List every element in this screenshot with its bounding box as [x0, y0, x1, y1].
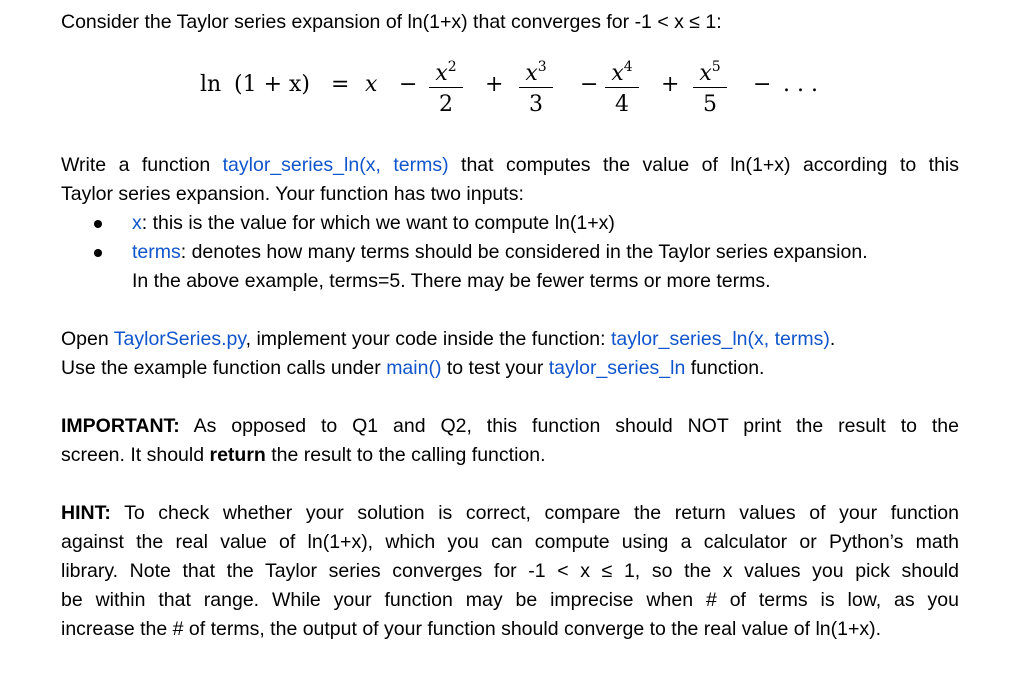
eq-equals: = — [331, 72, 350, 97]
eq-term-5-base: x — [699, 61, 712, 86]
eq-term-4 — [605, 54, 639, 124]
eq-term-2-den: 2 — [439, 92, 453, 117]
bullet-item-terms-cont: In the above example, terms=5. There may be fewer terms or more terms. — [132, 270, 771, 292]
eq-lhs-arg: (1 + x) — [234, 72, 310, 97]
return-word: return — [209, 444, 266, 466]
eq-term-4-base: x — [611, 61, 624, 86]
eq-term-5-den: 5 — [703, 92, 717, 117]
task-line-2: Taylor series expansion. Your function has two inputs: — [61, 183, 524, 205]
eq-op-4: + — [661, 72, 680, 97]
hint-line-1: HINT: To check whether your solution is correct, compare the return values of your function — [61, 502, 959, 524]
eq-term-4-den: 4 — [615, 92, 629, 117]
taylor-equation — [61, 48, 961, 128]
important-line-2: screen. It should return the result to the calling function. — [61, 444, 546, 466]
file-name: TaylorSeries.py — [113, 328, 246, 350]
eq-term-5 — [693, 54, 727, 124]
eq-term-5-exp: 5 — [711, 59, 721, 75]
function-name: taylor_series_ln(x, terms) — [222, 154, 449, 176]
bullet-item-terms: terms: denotes how many terms should be considered in the Taylor series expansion. — [132, 241, 868, 263]
eq-ellipsis: . . . — [783, 72, 818, 97]
eq-term-3-base: x — [525, 61, 538, 86]
bullet-item-x: x: this is the value for which we want to compute ln(1+x) — [132, 212, 615, 234]
eq-op-2: + — [485, 72, 504, 97]
eq-op-5: − — [753, 72, 772, 97]
param-terms: terms — [132, 241, 181, 263]
hint-line-2: against the real value of ln(1+x), which you can compute using a calculator or Python’s math — [61, 531, 959, 553]
bullet-dot-2 — [94, 249, 102, 257]
param-x: x — [132, 212, 142, 234]
eq-term-2 — [429, 54, 463, 124]
bullet-dot-1 — [94, 220, 102, 228]
intro-text: Consider the Taylor series expansion of ln(1+x) that converges for -1 < x ≤ 1: — [61, 11, 722, 33]
hint-label: HINT: — [61, 502, 111, 524]
hint-line-4: be within that range. While your function may be imprecise when # of terms is low, as you — [61, 589, 959, 611]
eq-term-2-exp: 2 — [447, 59, 457, 75]
function-name-2: taylor_series_ln(x, terms) — [610, 328, 830, 350]
main-function: main() — [386, 357, 442, 379]
important-label: IMPORTANT: — [61, 415, 180, 437]
hint-line-5: increase the # of terms, the output of your function should converge to the real value of ln(1+x). — [61, 618, 882, 640]
open-line-2: Use the example function calls under main() to test your taylor_series_ln function. — [61, 357, 765, 379]
task-line-1: Write a function taylor_series_ln(x, terms) that computes the value of ln(1+x) according to this — [61, 154, 960, 176]
open-line-1: Open TaylorSeries.py, implement your code inside the function: taylor_series_ln(x, terms). — [61, 328, 836, 350]
eq-op-3: − — [580, 72, 599, 97]
hint-line-3: library. Note that the Taylor series converges for -1 < x ≤ 1, so the x values you pick should — [61, 560, 959, 582]
eq-term-4-exp: 4 — [623, 59, 633, 75]
eq-term-3-den: 3 — [529, 92, 543, 117]
eq-term-3-exp: 3 — [537, 59, 547, 75]
eq-lhs-fn: ln — [200, 72, 222, 97]
eq-first-term: x — [365, 72, 378, 97]
eq-op-1: − — [399, 72, 418, 97]
important-line-1: IMPORTANT: As opposed to Q1 and Q2, this function should NOT print the result to the — [61, 415, 959, 437]
eq-term-2-base: x — [435, 61, 448, 86]
function-name-3: taylor_series_ln — [548, 357, 686, 379]
eq-term-3 — [519, 54, 553, 124]
